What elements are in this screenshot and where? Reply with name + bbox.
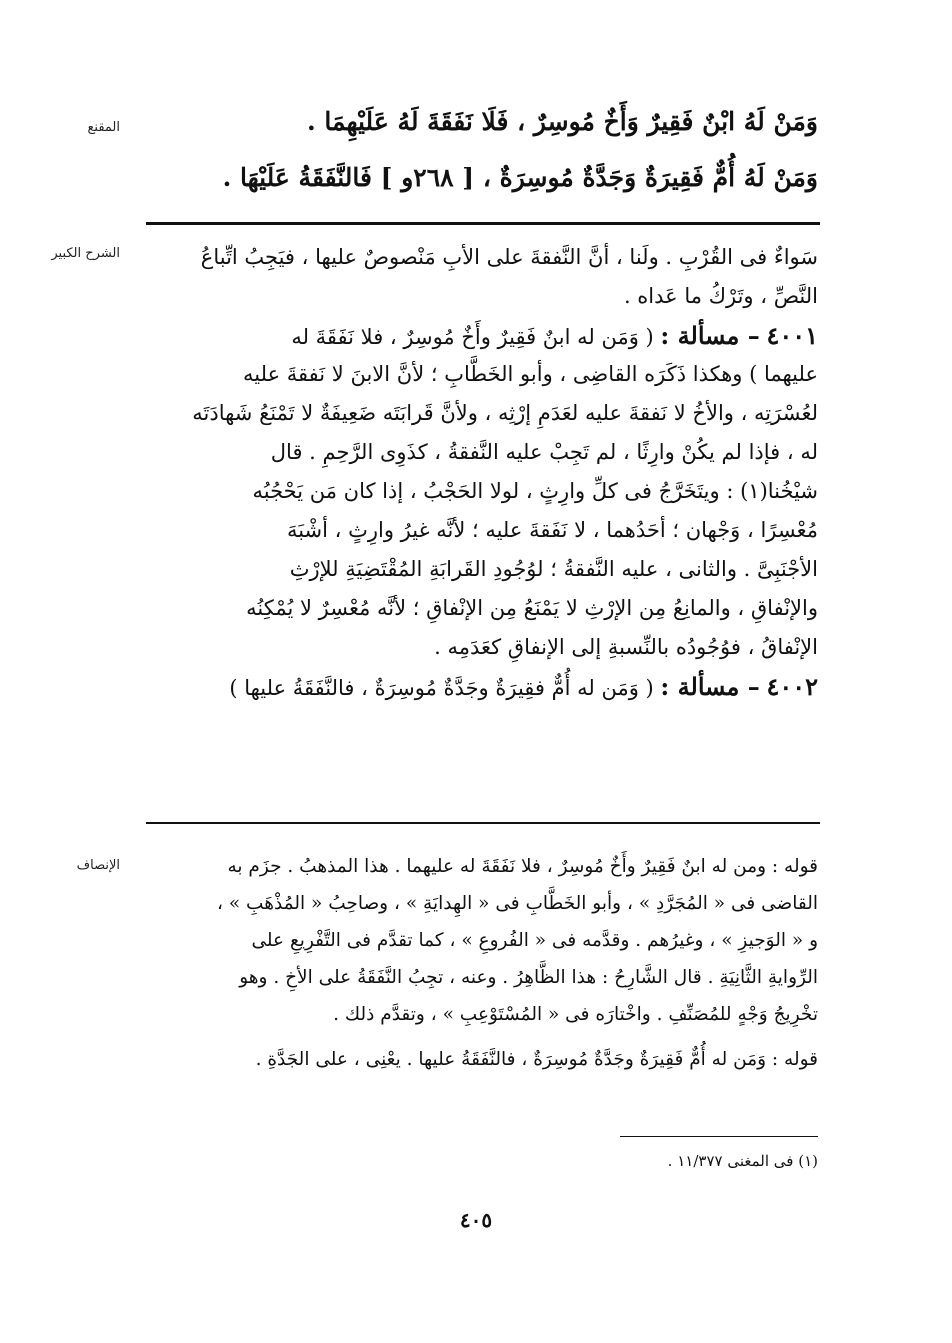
sharh-line: لعُسْرَتِه ، والأخُ لا نَفقةَ عليه لعَدَمِ إرْثِه ، ولأنَّ قَرابَتَه ضَعِيفَةٌ لا تَمْنَعُ شَهادَتَه [192, 401, 818, 425]
insaf-text [140, 848, 818, 1078]
insaf-line: و « الوَجيزِ » ، وغيرُهم . وقدَّمه فى « الفُروعِ » ، كما تقدَّم فى التَّفْرِيعِ على [251, 930, 818, 951]
footnote-divider [620, 1136, 818, 1137]
issue-text: ( وَمَن له أُمٌّ فقِيرَةٌ وجَدَّةٌ مُوسِرَةٌ ، فالنَّفَقَةُ عليها ) [229, 676, 654, 700]
issue-label: – مسألة : [660, 321, 760, 350]
section-divider [146, 222, 820, 225]
sharh-label: الشرح الكبير [51, 246, 120, 261]
sharh-issue-line [140, 667, 818, 706]
muqni-label: المقنع [87, 120, 120, 135]
sharh-line: له ، فإذا لم يكُنْ وارِثًا ، لم تَجِبْ عليه النَّفقةُ ، كذَوِى الرَّحِمِ . قال [270, 440, 818, 464]
issue-text: ( وَمَن له ابنٌ فَقِيرٌ وأَخٌ مُوسِرٌ ، فلا نَفَقَةَ له [291, 325, 654, 349]
muqni-line: وَمَنْ لَهُ أُمٌّ فَقِيرَةٌ وَجَدَّةٌ مُوسِرَةٌ ، [ ٢٦٨و ] فَالنَّفَقَةُ عَلَيْهَا . [222, 163, 818, 192]
sharh-line: الأجْنَبِىَّ . والثانى ، عليه النَّفقةُ ؛ لوُجُودِ القَرابَةِ المُقْتَضِيَةِ للإرْثِ [289, 557, 818, 581]
sharh-line: والإنْفاقِ ، والمانِعُ مِن الإرْثِ لا يَمْنَعُ مِن الإنْفاقِ ؛ لأنَّه مُعْسِرٌ لا يُمْكِنُه [246, 596, 818, 620]
sharh-line: مُعْسِرًا ، وَجْهان ؛ أحَدُهما ، لا نَفَقةَ عليه ؛ لأنَّه غيرُ وارِثٍ ، أشْبَهَ [286, 518, 818, 542]
footnote: (١) فى المغنى ١١/٣٧٧ . [667, 1152, 818, 1170]
sharh-line: النَّصِّ ، وتَرْكُ ما عَداه . [623, 284, 818, 308]
issue-number: ٤٠٠١ [766, 321, 818, 350]
page-number: ٤٠٥ [459, 1208, 493, 1232]
sharh-line: سَواءٌ فى القُرْبِ . ولَنا ، أنَّ النَّفقةَ على الأبِ مَنْصوصٌ عليها ، فيَجِبُ اتِّباعُ [200, 245, 818, 269]
insaf-line: تخْرِيجُ وَجْهٍ للمُصَنِّفِ . واخْتارَه فى « المُسْتَوْعِبِ » ، وتقدَّم ذلك . [333, 1004, 818, 1025]
insaf-line: قوله : ومن له ابنٌ فَقِيرٌ وأَخٌ مُوسِرٌ ، فلا نَفَقَةَ له عليهما . هذا المذهبُ . جزَم به [227, 856, 818, 877]
sharh-text [140, 238, 818, 706]
issue-number: ٤٠٠٢ [766, 672, 818, 701]
sharh-issue-line [140, 316, 818, 355]
muqni-line: وَمَنْ لَهُ ابْنٌ فَقِيرٌ وَأَخٌ مُوسِرٌ ، فَلَا نَفَقَةَ لَهُ عَلَيْهِمَا . [307, 107, 818, 136]
section-divider [146, 822, 820, 824]
insaf-line: قوله : وَمَن له أُمٌّ فَقِيرَةٌ وجَدَّةٌ مُوسِرَةٌ ، فالنَّفَقَةُ عليها . يعْنِى ، على الجَدَّةِ . [255, 1049, 818, 1070]
issue-label: – مسألة : [660, 672, 760, 701]
sharh-line: عليهما ) وهكذا ذَكَرَه القاضِى ، وأبو الخَطَّابِ ؛ لأنَّ الابنَ لا نَفقةَ عليه [243, 362, 818, 386]
sharh-line: الإنْفاقُ ، فوُجُودُه بالنِّسبةِ إلى الإنفاقِ كعَدَمِه . [434, 635, 818, 659]
sharh-line: شيْخُنا(١) : ويتَخَرَّجُ فى كلِّ وارِثٍ ، لولا الحَجْبُ ، إذا كان مَن يَحْجُبُه [252, 479, 818, 503]
insaf-line: القاضى فى « المُجَرَّدِ » ، وأبو الخَطَّابِ فى « الهِدايَةِ » ، وصاحِبُ « المُذْهَبِ » ، [216, 893, 818, 914]
insaf-line: الرِّوايةِ الثَّانِيَةِ . قال الشَّارِحُ : هذا الظَّاهِرُ . وعنه ، تجِبُ النَّفَقَةُ على الأخِ . وهو [239, 967, 818, 988]
insaf-label: الإنصاف [76, 858, 120, 873]
muqni-text [140, 94, 818, 206]
